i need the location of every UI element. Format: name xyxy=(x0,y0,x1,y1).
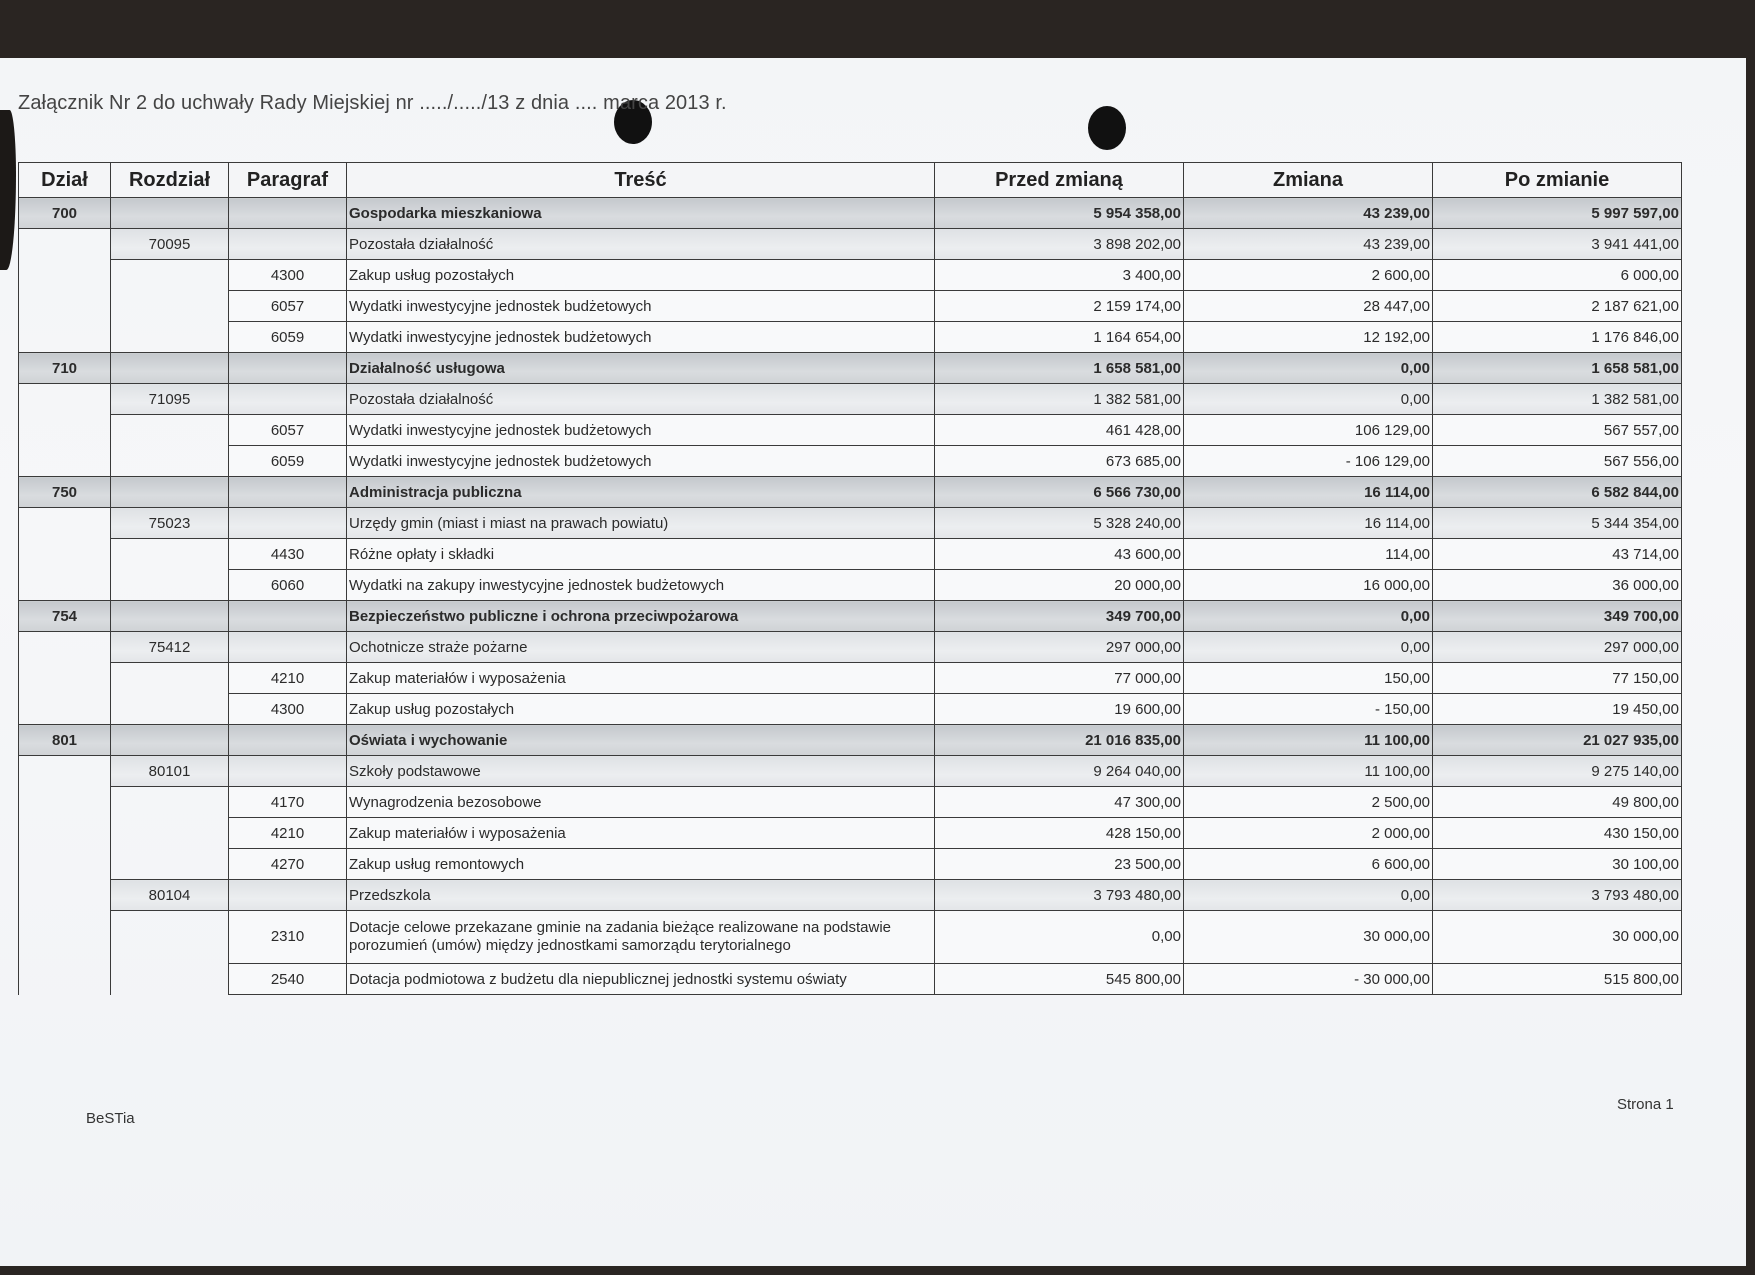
cell-zmiana: 2 500,00 xyxy=(1184,787,1433,818)
cell-tresc: Wydatki na zakupy inwestycyjne jednostek budżetowych xyxy=(347,570,935,601)
footer-software-name: BeSTia xyxy=(86,1110,135,1127)
cell-dzial xyxy=(19,508,111,539)
table-row xyxy=(19,787,1682,818)
cell-tresc: Zakup materiałów i wyposażenia xyxy=(347,663,935,694)
table-row xyxy=(19,663,1682,694)
cell-rozdzial: 80104 xyxy=(111,880,229,911)
cell-rozdzial xyxy=(111,787,229,818)
cell-rozdzial xyxy=(111,911,229,964)
cell-po-zmianie: 297 000,00 xyxy=(1433,632,1682,663)
cell-paragraf: 6057 xyxy=(229,415,347,446)
cell-dzial xyxy=(19,663,111,694)
cell-zmiana: 43 239,00 xyxy=(1184,198,1433,229)
cell-przed-zmiana: 43 600,00 xyxy=(935,539,1184,570)
table-row xyxy=(19,911,1682,964)
cell-po-zmianie: 21 027 935,00 xyxy=(1433,725,1682,756)
cell-przed-zmiana: 673 685,00 xyxy=(935,446,1184,477)
cell-paragraf: 6060 xyxy=(229,570,347,601)
cell-przed-zmiana: 47 300,00 xyxy=(935,787,1184,818)
cell-zmiana: - 30 000,00 xyxy=(1184,964,1433,995)
cell-dzial xyxy=(19,260,111,291)
cell-dzial xyxy=(19,322,111,353)
cell-przed-zmiana: 23 500,00 xyxy=(935,849,1184,880)
cell-rozdzial: 80101 xyxy=(111,756,229,787)
cell-przed-zmiana: 77 000,00 xyxy=(935,663,1184,694)
cell-paragraf: 6059 xyxy=(229,322,347,353)
document-heading: Załącznik Nr 2 do uchwały Rady Miejskiej nr ...../...../13 z dnia .... marca 2013 r. xyxy=(18,92,727,114)
table-row xyxy=(19,415,1682,446)
table-row xyxy=(19,384,1682,415)
cell-tresc: Przedszkola xyxy=(347,880,935,911)
cell-tresc: Dotacje celowe przekazane gminie na zadania bieżące realizowane na podstawie porozumień (umów) między jednostkami samorządu terytorialnego xyxy=(347,911,935,964)
cell-po-zmianie: 30 000,00 xyxy=(1433,911,1682,964)
table-header-row xyxy=(19,163,1682,198)
cell-rozdzial: 71095 xyxy=(111,384,229,415)
cell-zmiana: 106 129,00 xyxy=(1184,415,1433,446)
cell-tresc: Urzędy gmin (miast i miast na prawach powiatu) xyxy=(347,508,935,539)
cell-po-zmianie: 567 557,00 xyxy=(1433,415,1682,446)
cell-rozdzial xyxy=(111,725,229,756)
cell-przed-zmiana: 1 658 581,00 xyxy=(935,353,1184,384)
header-dzial: Dział xyxy=(19,163,111,198)
cell-rozdzial xyxy=(111,818,229,849)
cell-paragraf xyxy=(229,632,347,663)
cell-przed-zmiana: 9 264 040,00 xyxy=(935,756,1184,787)
table-row xyxy=(19,477,1682,508)
cell-tresc: Różne opłaty i składki xyxy=(347,539,935,570)
cell-przed-zmiana: 3 400,00 xyxy=(935,260,1184,291)
cell-tresc: Wydatki inwestycyjne jednostek budżetowych xyxy=(347,446,935,477)
cell-przed-zmiana: 3 793 480,00 xyxy=(935,880,1184,911)
cell-tresc: Zakup usług pozostałych xyxy=(347,260,935,291)
cell-przed-zmiana: 545 800,00 xyxy=(935,964,1184,995)
table-row xyxy=(19,880,1682,911)
cell-dzial xyxy=(19,964,111,995)
cell-paragraf xyxy=(229,880,347,911)
cell-przed-zmiana: 5 328 240,00 xyxy=(935,508,1184,539)
cell-po-zmianie: 1 176 846,00 xyxy=(1433,322,1682,353)
table-row xyxy=(19,291,1682,322)
cell-przed-zmiana: 3 898 202,00 xyxy=(935,229,1184,260)
cell-zmiana: 11 100,00 xyxy=(1184,756,1433,787)
cell-zmiana: 30 000,00 xyxy=(1184,911,1433,964)
cell-po-zmianie: 6 000,00 xyxy=(1433,260,1682,291)
cell-przed-zmiana: 1 382 581,00 xyxy=(935,384,1184,415)
cell-dzial xyxy=(19,849,111,880)
cell-tresc: Pozostała działalność xyxy=(347,229,935,260)
table-row xyxy=(19,818,1682,849)
cell-rozdzial xyxy=(111,446,229,477)
cell-tresc: Pozostała działalność xyxy=(347,384,935,415)
table-row xyxy=(19,964,1682,995)
table-row xyxy=(19,632,1682,663)
table-row xyxy=(19,322,1682,353)
cell-przed-zmiana: 461 428,00 xyxy=(935,415,1184,446)
cell-po-zmianie: 6 582 844,00 xyxy=(1433,477,1682,508)
cell-rozdzial xyxy=(111,477,229,508)
cell-po-zmianie: 2 187 621,00 xyxy=(1433,291,1682,322)
table-row xyxy=(19,725,1682,756)
cell-paragraf: 4430 xyxy=(229,539,347,570)
cell-rozdzial xyxy=(111,539,229,570)
cell-tresc: Gospodarka mieszkaniowa xyxy=(347,198,935,229)
cell-zmiana: 0,00 xyxy=(1184,384,1433,415)
cell-rozdzial xyxy=(111,601,229,632)
cell-paragraf xyxy=(229,725,347,756)
cell-po-zmianie: 43 714,00 xyxy=(1433,539,1682,570)
cell-zmiana: 16 114,00 xyxy=(1184,477,1433,508)
cell-po-zmianie: 77 150,00 xyxy=(1433,663,1682,694)
cell-dzial xyxy=(19,384,111,415)
cell-rozdzial xyxy=(111,322,229,353)
cell-zmiana: 2 000,00 xyxy=(1184,818,1433,849)
cell-dzial xyxy=(19,694,111,725)
table-row xyxy=(19,570,1682,601)
cell-dzial: 710 xyxy=(19,353,111,384)
cell-paragraf xyxy=(229,756,347,787)
cell-rozdzial: 70095 xyxy=(111,229,229,260)
cell-zmiana: 12 192,00 xyxy=(1184,322,1433,353)
cell-po-zmianie: 36 000,00 xyxy=(1433,570,1682,601)
cell-rozdzial xyxy=(111,849,229,880)
cell-paragraf: 6057 xyxy=(229,291,347,322)
cell-paragraf xyxy=(229,384,347,415)
cell-tresc: Zakup materiałów i wyposażenia xyxy=(347,818,935,849)
cell-zmiana: 16 000,00 xyxy=(1184,570,1433,601)
cell-rozdzial xyxy=(111,198,229,229)
cell-przed-zmiana: 0,00 xyxy=(935,911,1184,964)
cell-paragraf xyxy=(229,353,347,384)
table-row xyxy=(19,849,1682,880)
cell-dzial xyxy=(19,229,111,260)
cell-dzial xyxy=(19,756,111,787)
cell-zmiana: 0,00 xyxy=(1184,601,1433,632)
cell-po-zmianie: 5 344 354,00 xyxy=(1433,508,1682,539)
cell-zmiana: 150,00 xyxy=(1184,663,1433,694)
cell-tresc: Administracja publiczna xyxy=(347,477,935,508)
table-row xyxy=(19,508,1682,539)
cell-po-zmianie: 349 700,00 xyxy=(1433,601,1682,632)
footer-page-number: Strona 1 xyxy=(1617,1096,1674,1113)
cell-dzial xyxy=(19,446,111,477)
cell-po-zmianie: 515 800,00 xyxy=(1433,964,1682,995)
header-tresc: Treść xyxy=(347,163,935,198)
cell-przed-zmiana: 349 700,00 xyxy=(935,601,1184,632)
cell-paragraf xyxy=(229,601,347,632)
cell-po-zmianie: 9 275 140,00 xyxy=(1433,756,1682,787)
cell-zmiana: 2 600,00 xyxy=(1184,260,1433,291)
cell-po-zmianie: 3 793 480,00 xyxy=(1433,880,1682,911)
cell-tresc: Wynagrodzenia bezosobowe xyxy=(347,787,935,818)
cell-zmiana: 0,00 xyxy=(1184,353,1433,384)
cell-tresc: Wydatki inwestycyjne jednostek budżetowych xyxy=(347,322,935,353)
cell-zmiana: 43 239,00 xyxy=(1184,229,1433,260)
cell-rozdzial xyxy=(111,663,229,694)
cell-dzial xyxy=(19,880,111,911)
cell-paragraf xyxy=(229,477,347,508)
cell-przed-zmiana: 19 600,00 xyxy=(935,694,1184,725)
table-body xyxy=(19,198,1682,995)
cell-rozdzial xyxy=(111,694,229,725)
cell-tresc: Zakup usług remontowych xyxy=(347,849,935,880)
cell-tresc: Bezpieczeństwo publiczne i ochrona przeciwpożarowa xyxy=(347,601,935,632)
cell-rozdzial xyxy=(111,415,229,446)
cell-paragraf: 4300 xyxy=(229,260,347,291)
punch-hole-right xyxy=(1088,106,1126,150)
table-row xyxy=(19,198,1682,229)
cell-zmiana: - 106 129,00 xyxy=(1184,446,1433,477)
cell-paragraf: 2540 xyxy=(229,964,347,995)
cell-tresc: Zakup usług pozostałych xyxy=(347,694,935,725)
cell-po-zmianie: 3 941 441,00 xyxy=(1433,229,1682,260)
cell-dzial: 801 xyxy=(19,725,111,756)
cell-po-zmianie: 1 658 581,00 xyxy=(1433,353,1682,384)
table-row xyxy=(19,229,1682,260)
cell-tresc: Działalność usługowa xyxy=(347,353,935,384)
table-row xyxy=(19,694,1682,725)
cell-zmiana: 28 447,00 xyxy=(1184,291,1433,322)
cell-przed-zmiana: 428 150,00 xyxy=(935,818,1184,849)
header-po-zmianie: Po zmianie xyxy=(1433,163,1682,198)
cell-rozdzial: 75023 xyxy=(111,508,229,539)
header-paragraf: Paragraf xyxy=(229,163,347,198)
cell-zmiana: - 150,00 xyxy=(1184,694,1433,725)
table-row xyxy=(19,260,1682,291)
cell-paragraf xyxy=(229,198,347,229)
cell-paragraf: 4300 xyxy=(229,694,347,725)
cell-paragraf: 2310 xyxy=(229,911,347,964)
cell-paragraf: 6059 xyxy=(229,446,347,477)
cell-tresc: Wydatki inwestycyjne jednostek budżetowych xyxy=(347,291,935,322)
cell-paragraf xyxy=(229,229,347,260)
cell-dzial xyxy=(19,818,111,849)
cell-przed-zmiana: 5 954 358,00 xyxy=(935,198,1184,229)
table-row xyxy=(19,446,1682,477)
header-rozdzial: Rozdział xyxy=(111,163,229,198)
cell-po-zmianie: 567 556,00 xyxy=(1433,446,1682,477)
cell-zmiana: 114,00 xyxy=(1184,539,1433,570)
header-zmiana: Zmiana xyxy=(1184,163,1433,198)
cell-dzial xyxy=(19,570,111,601)
cell-po-zmianie: 49 800,00 xyxy=(1433,787,1682,818)
cell-dzial xyxy=(19,291,111,322)
cell-paragraf: 4170 xyxy=(229,787,347,818)
table-row xyxy=(19,539,1682,570)
cell-po-zmianie: 430 150,00 xyxy=(1433,818,1682,849)
cell-po-zmianie: 30 100,00 xyxy=(1433,849,1682,880)
cell-zmiana: 16 114,00 xyxy=(1184,508,1433,539)
cell-zmiana: 6 600,00 xyxy=(1184,849,1433,880)
table-row xyxy=(19,601,1682,632)
cell-paragraf: 4210 xyxy=(229,663,347,694)
cell-przed-zmiana: 1 164 654,00 xyxy=(935,322,1184,353)
cell-tresc: Oświata i wychowanie xyxy=(347,725,935,756)
cell-zmiana: 0,00 xyxy=(1184,632,1433,663)
cell-dzial xyxy=(19,911,111,964)
cell-po-zmianie: 5 997 597,00 xyxy=(1433,198,1682,229)
cell-dzial: 750 xyxy=(19,477,111,508)
cell-dzial xyxy=(19,415,111,446)
cell-paragraf: 4210 xyxy=(229,818,347,849)
cell-przed-zmiana: 2 159 174,00 xyxy=(935,291,1184,322)
cell-tresc: Ochotnicze straże pożarne xyxy=(347,632,935,663)
cell-dzial: 754 xyxy=(19,601,111,632)
cell-rozdzial xyxy=(111,291,229,322)
cell-rozdzial xyxy=(111,570,229,601)
cell-rozdzial xyxy=(111,353,229,384)
cell-rozdzial xyxy=(111,260,229,291)
table-row xyxy=(19,353,1682,384)
cell-tresc: Wydatki inwestycyjne jednostek budżetowych xyxy=(347,415,935,446)
cell-przed-zmiana: 297 000,00 xyxy=(935,632,1184,663)
header-przed-zmiana: Przed zmianą xyxy=(935,163,1184,198)
cell-zmiana: 0,00 xyxy=(1184,880,1433,911)
cell-tresc: Szkoły podstawowe xyxy=(347,756,935,787)
cell-dzial xyxy=(19,539,111,570)
cell-tresc: Dotacja podmiotowa z budżetu dla niepublicznej jednostki systemu oświaty xyxy=(347,964,935,995)
cell-dzial: 700 xyxy=(19,198,111,229)
cell-po-zmianie: 1 382 581,00 xyxy=(1433,384,1682,415)
table-row xyxy=(19,756,1682,787)
budget-table xyxy=(18,162,1682,995)
cell-rozdzial xyxy=(111,964,229,995)
cell-przed-zmiana: 6 566 730,00 xyxy=(935,477,1184,508)
cell-dzial xyxy=(19,632,111,663)
cell-dzial xyxy=(19,787,111,818)
cell-przed-zmiana: 21 016 835,00 xyxy=(935,725,1184,756)
cell-paragraf xyxy=(229,508,347,539)
cell-po-zmianie: 19 450,00 xyxy=(1433,694,1682,725)
cell-zmiana: 11 100,00 xyxy=(1184,725,1433,756)
cell-rozdzial: 75412 xyxy=(111,632,229,663)
cell-przed-zmiana: 20 000,00 xyxy=(935,570,1184,601)
cell-paragraf: 4270 xyxy=(229,849,347,880)
